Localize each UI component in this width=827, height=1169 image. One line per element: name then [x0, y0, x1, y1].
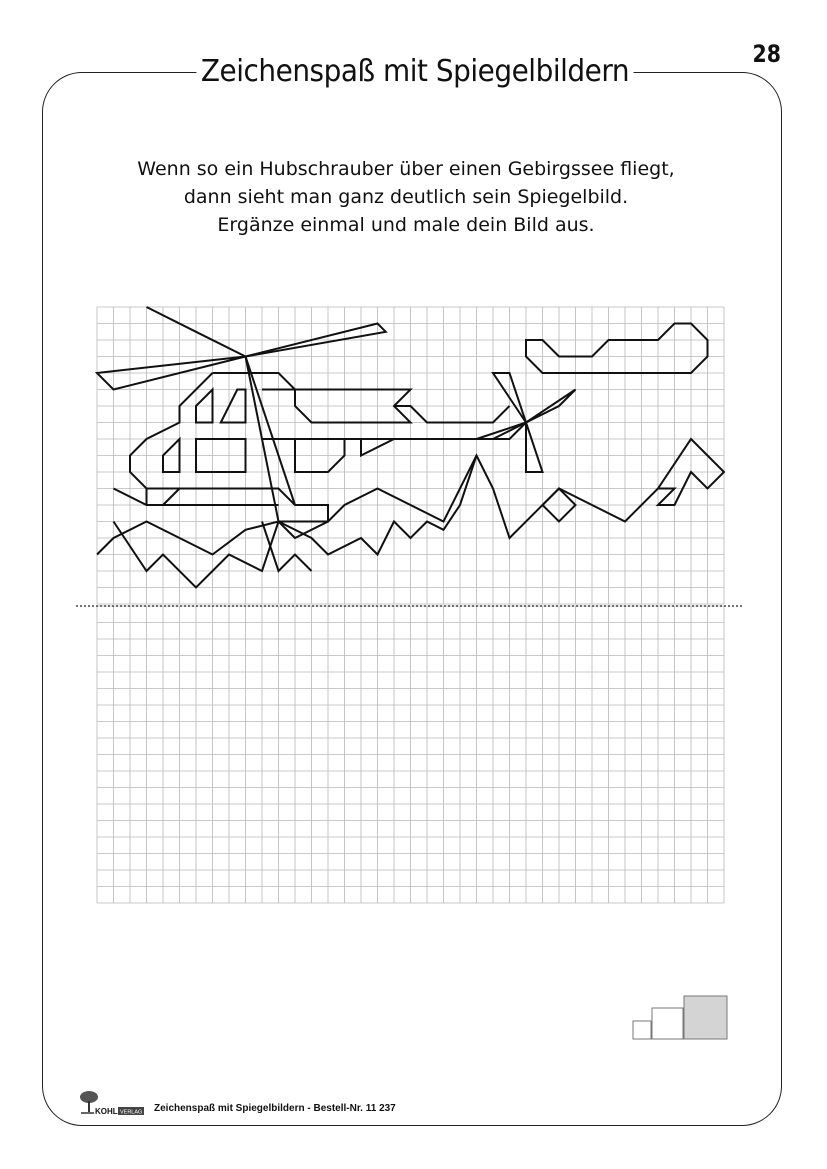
cloud [526, 324, 708, 374]
grid-upper-half [97, 307, 724, 604]
publisher-logo [78, 1090, 148, 1116]
publisher-tag: VERLAG [120, 1109, 143, 1116]
tree-logo-icon [78, 1090, 148, 1116]
page-number: 28 [752, 40, 781, 68]
footer-order-text: Zeichenspaß mit Spiegelbildern - Bestell-Nr. 11 237 [154, 1103, 396, 1114]
instruction-line: Wenn so ein Hubschrauber über einen Gebirgssee fliegt, [137, 158, 675, 180]
grid-lower-half-mirror-area[interactable] [97, 606, 724, 903]
tail-boom-upper [394, 406, 510, 423]
instruction-line: Ergänze einmal und male dein Bild aus. [217, 214, 595, 236]
difficulty-level-filled [684, 996, 727, 1039]
skid-strut [163, 489, 180, 506]
page-title: Zeichenspaß mit Spiegelbildern [196, 52, 633, 92]
instruction-line: dann sieht man ganz deutlich sein Spiegelbild. [183, 186, 629, 208]
difficulty-squares-icon [633, 996, 727, 1039]
footer [78, 1090, 396, 1116]
publisher-name: KOHL [95, 1107, 118, 1116]
